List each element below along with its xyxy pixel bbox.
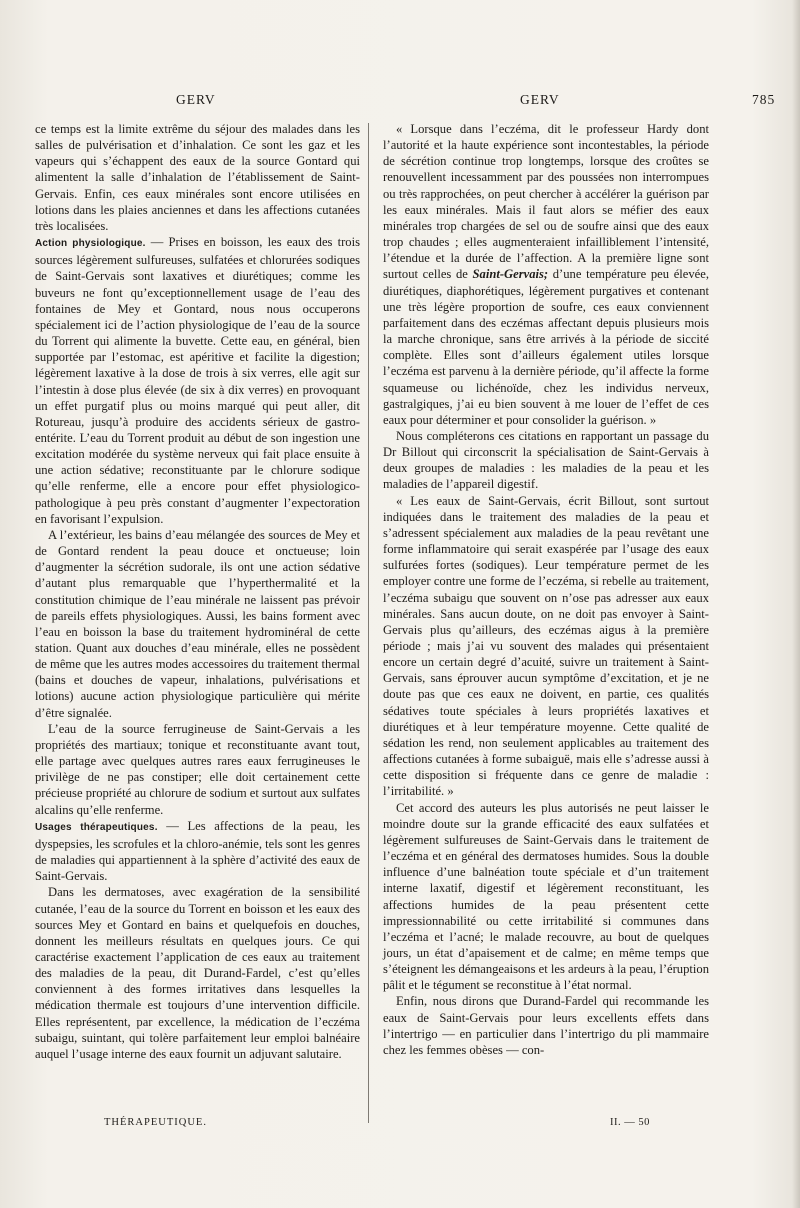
paragraph-text: « Lorsque dans l’eczéma, dit le professeur Hardy dont l’autorité et la haute expérience sont incontestables, la période de sécrétion continue trop longtemps, lorsque des croûtes se renouvellent incessamment par des poussées non interrompues ou très rapprochées, on peut chercher à accélérer la guérison par les eaux minérales. Mais il faut alors se méfier des eaux minérales trop chargées de sel ou de soufre ainsi que des eaux trop chaudes ; elles augmenteraient infailliblement l’intensité, l’étendue et la durée de l’affection. A la première ligne sont surtout celles de (383, 122, 709, 282)
paragraph: Cet accord des auteurs les plus autorisés ne peut laisser le moindre doute sur la grande efficacité des eaux sulfatées et légèrement sulfureuses de Saint-Gervais dans le traitement de l’eczéma et en général des dermatoses humides. Sous la double influence d’une balnéation toute spéciale et d’un traitement interne laxatif, digestif et légèrement reconstituant, les affections humides de la peau présentent cette impressionnabilité ou cette irritabilité si communes dans l’eczéma et l’acné; le malade recouvre, au bout de quelques jours, un état d’apaisement et de calme; en même temps que s’éteignent les démangeaisons et les ardeurs à la peau, l’éruption pâlit et le tégument se reconstitue à l’état normal. (383, 800, 709, 993)
section-lead: Action physiologique. (35, 238, 146, 250)
paragraph (35, 234, 360, 527)
column-divider (368, 123, 369, 1123)
paragraph (383, 121, 709, 428)
footer-volume-sheet: II. — 50 (610, 1117, 650, 1128)
page-number: 785 (752, 92, 776, 107)
scan-shadow-edge (792, 0, 800, 1208)
paragraph: Enfin, nous dirons que Durand-Fardel qui recommande les eaux de Saint-Gervais pour leurs excellents effets dans l’intertrigo — en particulier dans l’intertrigo du pli mammaire chez les femmes obèses — con- (383, 994, 709, 1057)
right-column (383, 121, 709, 1058)
footer-signature: THÉRAPEUTIQUE. (104, 1117, 207, 1128)
paragraph-text: d’une température peu élevée, diurétiques, diaphorétiques, légèrement purgatives et contenant une très légère proportion de soufre, ces eaux conviennent parfaitement dans des eczémas affectant depuis plusieurs mois la marche chronique, sans être arrivés à la période de siccité complète. Elles sont d’ailleurs également utiles lorsque l’eczéma est parvenu à la dernière période, qu’il affecte la forme squameuse ou lichénoïde, chez les individus nerveux, gastralgiques, j’ai eu bien souvent à me louer de l’effet de ces eaux pour déterminer et pour consolider la guérison. » (383, 267, 710, 427)
section-lead: Usages thérapeutiques. (35, 821, 158, 833)
paragraph: L’eau de la source ferrugineuse de Saint-Gervais a les propriétés des martiaux; tonique et reconstituante avant tout, elle partage avec quelques autres rares eaux ferrugineuses le privilège de ne pas constiper; elle doit certainement cette précieuse propriété au chlorure de sodium et surtout aux sulfates alcalins qu’elle renferme. (35, 721, 360, 817)
paragraph: Dans les dermatoses, avec exagération de la sensibilité cutanée, l’eau de la source du Torrent en boisson et les eaux des sources Mey et Gontard en bains et quelquefois en douches, donnent les meilleurs résultats en quelques jours. Ce qui caractérise exactement l’application de ces eaux au traitement des maladies de la peau, dit Durand-Fardel, c’est qu’elles conviennent à des formes irritatives dans lesquelles la médication thermale est toujours d’une intervention difficile. Elles représentent, par excellence, la médication de l’eczéma subaigu, suintant, qui tolère parfaitement leur emploi balnéaire auquel l’usage interne des eaux fournit un adjuvant salutaire. (35, 885, 360, 1061)
left-running-head: GERV (176, 92, 216, 107)
paragraph-text: — Les affections de la peau, les dyspepsies, les scrofules et la chloro-anémie, tels sont les genres de maladies qui appartiennent à la sphère d’activité des eaux de Saint-Gervais. (35, 818, 360, 884)
paragraph-text: — Prises en boisson, les eaux des trois sources légèrement sulfureuses, sulfatées et chlorurées sodiques de Saint-Gervais sont laxatives et diurétiques; comme les buveurs ne font qu’exceptionnellement usage de l’eau des fontaines de Mey et Gontard, nous nous occuperons spécialement ici de l’action physiologique de l’eau de la source du Torrent qui alimente la buvette. Cette eau, en général, bien supportée par l’estomac, est apéritive et facilite la digestion; légèrement laxative à la dose de trois à six verres, elle agit sur l’intestin à dose plus élevée (de six à dix verres) en provoquant un effet purgatif plus ou moins marqué qui peut aller, dit Rotureau, jusqu’à produire des accidents sérieux de gastro-entérite. L’eau du Torrent produit au début de son ingestion une excitation modérée du système nerveux qui fait place ensuite à une action sédative; reconstituante par le chlorure sodique qu’elle renferme, elle a encore pour effet physiologico-pathologique à peu près constant d’augmenter l’expectoration en favorisant l’expulsion. (35, 235, 360, 526)
paragraph: Nous compléterons ces citations en rapportant un passage du Dr Billout qui circonscrit la spécialisation de Saint-Gervais à deux groupes de maladies : les maladies de la peau et les maladies de l’appareil digestif. (383, 428, 709, 492)
paragraph: ce temps est la limite extrême du séjour des malades dans les salles de pulvérisation et d’inhalation. Ce sont les gaz et les vapeurs qui s’échappent des eaux de la source Gontard qui alimentent la salle d’inhalation de l’établissement de Saint-Gervais. Enfin, ces eaux minérales sont encore utilisées en lotions dans les plaies anciennes et dans les affections cutanées très localisées. (35, 122, 360, 233)
emphasis-text: Saint-Gervais; (472, 267, 549, 282)
right-running-head: GERV (520, 92, 560, 107)
paragraph: « Les eaux de Saint-Gervais, écrit Billout, sont surtout indiquées dans le traitement des maladies de la peau et s’adressent spécialement aux maladies de la peau revêtant une forme inflammatoire qui serait exaspérée par l’usage des eaux sulfurées fortes (sodiques). Leur température permet de les employer contre une forme de l’eczéma, si rebelle au traitement, l’eczéma subaigu que souvent on n’ose pas adresser aux eaux minérales. Sans aucun doute, on ne doit pas envoyer à Saint-Gervais plus qu’ailleurs, des eczémas aigus à la première période ; mais j’ai vu souvent des malades qui présentaient encore un certain degré d’acuité, suivre un traitement à Saint-Gervais, sans éprouver aucun symptôme d’excitation, et je ne doute pas que ces eaux ne doivent, en partie, ces qualités sédatives toute spéciales à leurs propriétés laxatives et diurétiques et à leur température moyenne. Cette qualité de sédation les rend, non seulement applicables au traitement des affections cutanées à forme subaiguë, mais elle s’adresse aussi à cette disposition si fréquente dans ce genre de maladie : l’irritabilité. » (383, 493, 709, 799)
paragraph: A l’extérieur, les bains d’eau mélangée des sources de Mey et de Gontard rendent la peau douce et onctueuse; loin d’augmenter la sécrétion sudorale, ils ont une action sédative d’autant plus remarquable que l’hyperthermalité et la constitution chimique de l’eau minérale ne laissent pas prévoir de pareils effets physiologiques. Aussi, les bains forment avec l’eau en boisson la base du traitement hydrominéral de cette station. Quant aux douches d’eau minérale, elles ne possèdent de même que les autres modes accessoires du traitement thermal (bains et douches de vapeur, inhalations, pulvérisations et lotions) aucune action physiologique particulière qui mérite d’être signalée. (35, 527, 360, 720)
left-column (35, 121, 360, 1062)
paragraph (35, 818, 360, 885)
